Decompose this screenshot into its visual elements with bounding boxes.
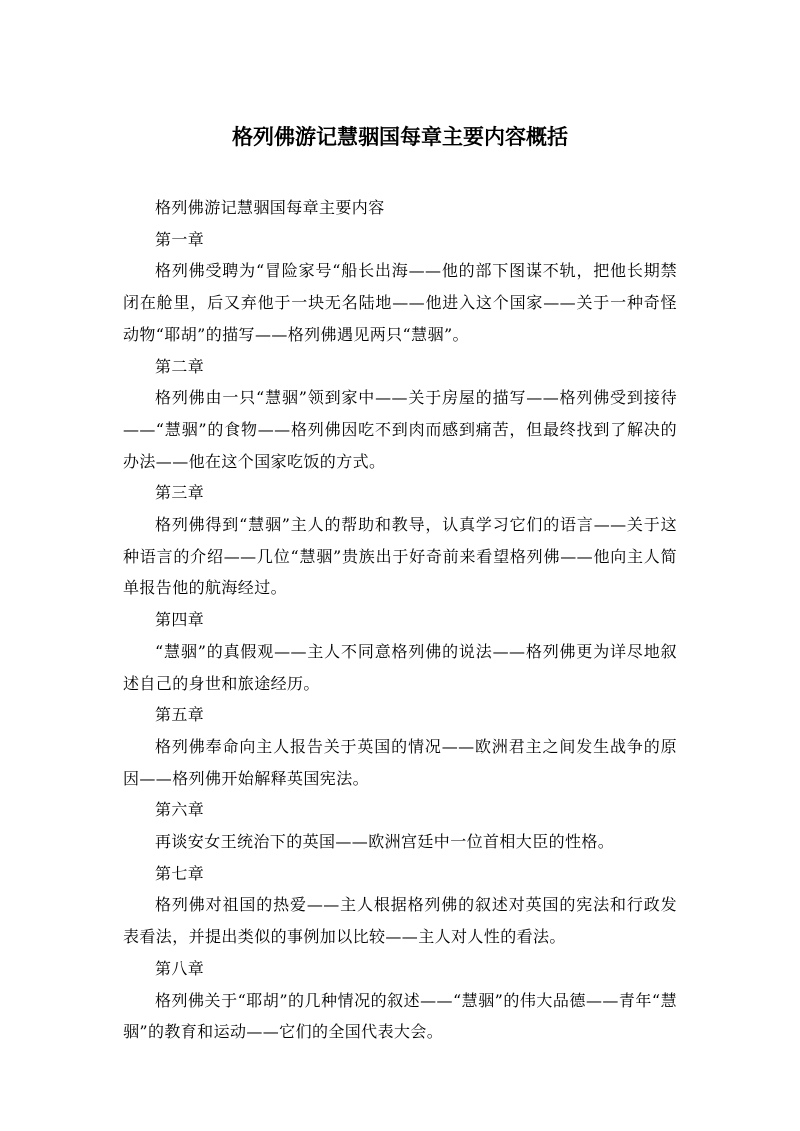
chapter-heading-6: 第六章 — [155, 800, 205, 820]
document-body — [123, 192, 677, 1048]
chapter-summary-4: “慧骃”的真假观——主人不同意格列佛的说法——格列佛更为详尽地叙述自己的身世和旅途经历。 — [123, 641, 677, 693]
chapter-summary-2: 格列佛由一只“慧骃”领到家中——关于房屋的描写——格列佛受到接待——“慧骃”的食物——格列佛因吃不到肉而感到痛苦，但最终找到了解决的办法——他在这个国家吃饭的方式。 — [123, 388, 677, 471]
chapter-heading-8: 第八章 — [155, 958, 205, 978]
chapter-summary-6: 再谈安女王统治下的英国——欧洲宫廷中一位首相大臣的性格。 — [155, 832, 615, 852]
document-title: 格列佛游记慧骃国每章主要内容概括 — [232, 125, 568, 149]
chapter-heading-3: 第三章 — [155, 483, 205, 503]
chapter-heading-5: 第五章 — [155, 705, 205, 725]
chapter-summary-1: 格列佛受聘为“冒险家号“船长出海——他的部下图谋不轨，把他长期禁闭在舱里，后又弃他于一块无名陆地——他进入这个国家——关于一种奇怪动物“耶胡”的描写——格列佛遇见两只“慧骃”。 — [123, 261, 677, 344]
chapter-summary-8: 格列佛关于“耶胡”的几种情况的叙述——“慧骃”的伟大品德——青年“慧骃”的教育和运动——它们的全国代表大会。 — [123, 990, 677, 1042]
chapter-summary-5: 格列佛奉命向主人报告关于英国的情况——欧洲君主之间发生战争的原因——格列佛开始解释英国宪法。 — [123, 736, 677, 788]
chapter-heading-2: 第二章 — [155, 356, 205, 376]
chapter-summary-3: 格列佛得到“慧骃”主人的帮助和教导，认真学习它们的语言——关于这种语言的介绍——几位“慧骃”贵族出于好奇前来看望格列佛——他向主人简单报告他的航海经过。 — [123, 515, 677, 598]
chapter-summary-7: 格列佛对祖国的热爱——主人根据格列佛的叙述对英国的宪法和行政发表看法，并提出类似的事例加以比较——主人对人性的看法。 — [123, 895, 677, 947]
paragraph-subtitle: 格列佛游记慧骃国每章主要内容 — [155, 198, 385, 217]
chapter-heading-7: 第七章 — [155, 863, 205, 883]
chapter-heading-1: 第一章 — [155, 229, 205, 249]
chapter-heading-4: 第四章 — [155, 610, 205, 630]
